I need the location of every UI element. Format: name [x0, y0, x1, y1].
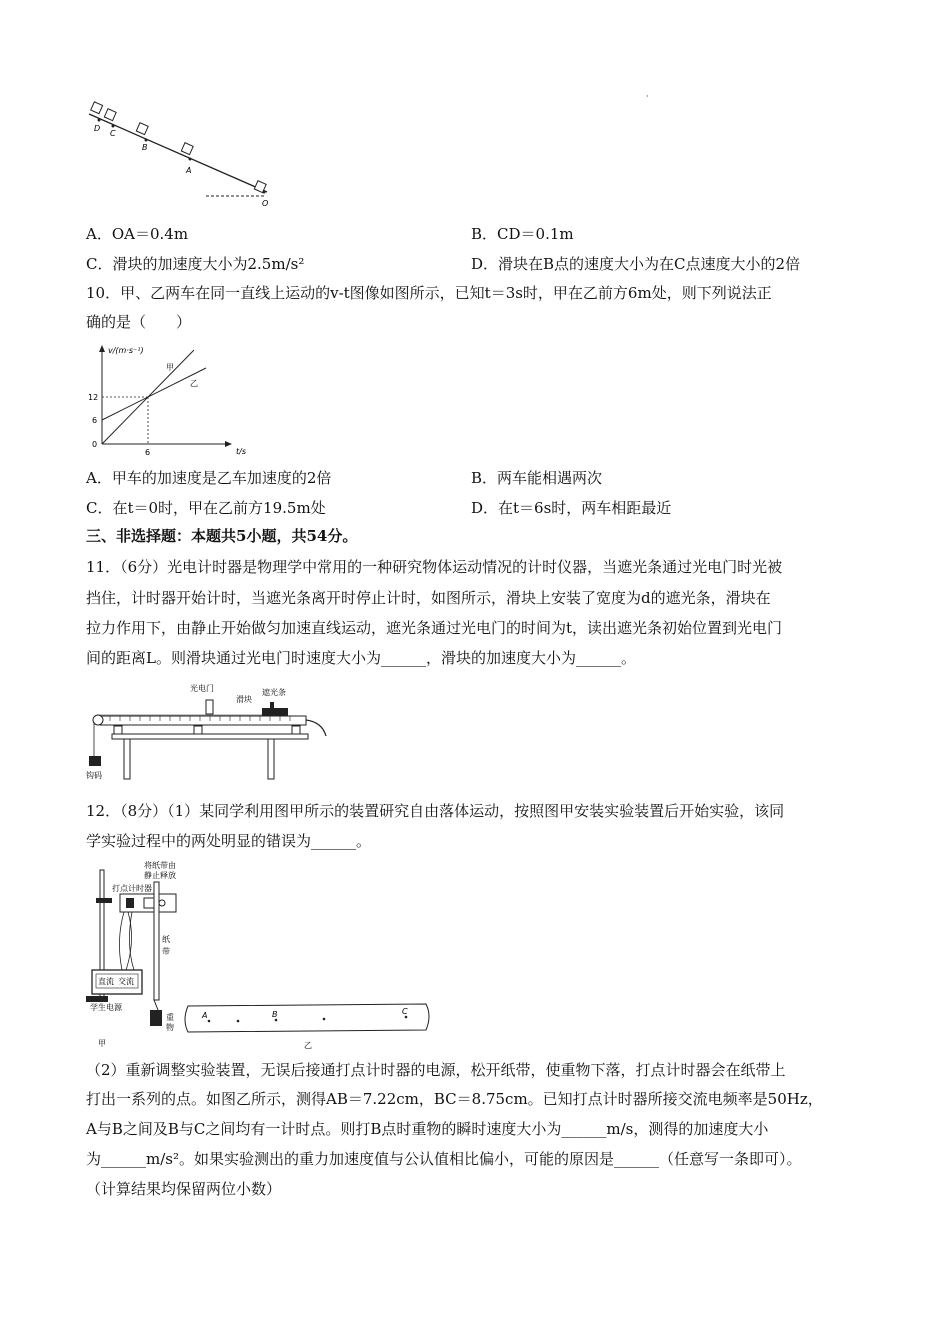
q10-stem-line1: 10．甲、乙两车在同一直线上运动的v-t图像如图所示，已知t＝3s时，甲在乙前方6m处，则下列说法正 [86, 284, 772, 302]
q9-option-d[interactable] [471, 254, 800, 274]
label-light-strip: 遮光条 [262, 688, 286, 697]
vt-y-arrow [99, 345, 105, 352]
incline-label-b: B [142, 143, 148, 152]
vt-tick-x-6: 6 [145, 448, 151, 457]
q12-line7: （计算结果均保留两位小数） [86, 1180, 282, 1198]
incline-label-o: O [262, 199, 269, 208]
drop-weight [150, 1010, 162, 1026]
option-text: 滑块的加速度大小为2.5m/s² [112, 255, 305, 273]
q11-line3: 拉力作用下，由静止开始做匀加速直线运动，遮光条通过光电门的时间为t，读出遮光条初始位置到光电门 [86, 619, 783, 637]
vt-chart [86, 342, 266, 460]
photo-gate [206, 700, 213, 714]
q12-line4: 打出一系列的点。如图乙所示，测得AB＝7.22cm，BC＝8.75cm。已知打点计时器所接交流电频率是50Hz， [86, 1090, 823, 1108]
tape-point-a: A [202, 1011, 208, 1020]
option-key: C． [86, 499, 113, 517]
pulley [93, 715, 103, 725]
vt-xlabel: t/s [236, 447, 246, 456]
table-top [112, 734, 308, 739]
vt-x-arrow [225, 441, 232, 447]
option-key: B． [471, 225, 498, 243]
label-weight-1: 重 [166, 1013, 174, 1022]
tape-yi [185, 1004, 429, 1032]
option-key: A． [86, 225, 112, 243]
incline-label-d: D [94, 124, 101, 133]
label-ac: 交流 [118, 977, 134, 986]
q9-option-c[interactable] [86, 254, 304, 274]
label-yi: 乙 [304, 1041, 312, 1050]
hook-weight [89, 756, 101, 766]
option-text: 两车能相遇两次 [497, 469, 603, 487]
vt-origin: 0 [92, 440, 98, 449]
option-key: D． [471, 499, 499, 517]
incline-label-a: A [186, 166, 192, 175]
label-timer: 打点计时器 [112, 884, 152, 893]
label-photo-gate: 光电门 [190, 684, 214, 693]
q9-option-b[interactable] [471, 224, 574, 244]
light-strip [270, 702, 274, 709]
vt-tick-y-12: 12 [88, 393, 99, 402]
page-dot: · [646, 92, 649, 101]
stand-base [86, 996, 108, 1002]
option-key: D． [471, 255, 499, 273]
q11-line1: 11．（6分）光电计时器是物理学中常用的一种研究物体运动情况的计时仪器，当遮光条通过光电门时光被 [86, 558, 783, 576]
drop-figure [86, 860, 436, 1052]
label-dc: 直流 [98, 977, 114, 986]
option-text: 在t＝6s时，两车相距最近 [498, 499, 672, 517]
option-key: B． [471, 469, 498, 487]
q11-line2: 挡住，计时器开始计时，当遮光条离开时停止计时，如图所示，滑块上安装了宽度为d的遮光条，滑块在 [86, 589, 771, 607]
option-text: 甲车的加速度是乙车加速度的2倍 [111, 469, 332, 487]
q10-option-b[interactable] [471, 468, 602, 488]
label-weight-2: 物 [166, 1023, 174, 1032]
series-yi-line [102, 368, 206, 420]
paper-tape [154, 882, 159, 1000]
table-leg-right [268, 739, 274, 779]
table-leg-left [124, 739, 130, 779]
option-key: C． [86, 255, 113, 273]
option-text: 滑块在B点的速度大小为在C点速度大小的2倍 [498, 255, 801, 273]
tape-point-b: B [272, 1010, 278, 1019]
slider-block [262, 708, 288, 716]
vt-ylabel: v/(m·s⁻¹) [108, 346, 144, 355]
section-heading: 三、非选择题：本题共5小题，共54分。 [86, 527, 358, 545]
q10-option-c[interactable] [86, 498, 326, 518]
label-jia: 甲 [98, 1039, 106, 1048]
label-slider: 滑块 [236, 695, 252, 704]
option-text: 在t＝0时，甲在乙前方19.5m处 [112, 499, 326, 517]
label-release-1: 将纸带由 [144, 861, 176, 870]
vt-tick-y-6: 6 [92, 416, 98, 425]
label-power: 学生电源 [90, 1003, 122, 1012]
label-hook-weight: 钩码 [86, 771, 102, 780]
incline-figure [86, 100, 276, 212]
q10-option-a[interactable] [86, 468, 331, 488]
q10-stem-line2: 确的是（ ） [86, 313, 192, 331]
label-tape-1: 纸 [162, 935, 170, 944]
option-key: A． [86, 469, 112, 487]
q10-option-d[interactable] [471, 498, 671, 518]
q9-option-a[interactable] [86, 224, 188, 244]
option-text: OA＝0.4m [111, 225, 189, 243]
q11-line4: 间的距离L。则滑块通过光电门时速度大小为______，滑块的加速度大小为______。 [86, 649, 636, 667]
series-yi-label: 乙 [190, 379, 198, 388]
label-tape-2: 带 [162, 947, 170, 956]
series-jia-label: 甲 [166, 363, 174, 372]
incline-label-c: C [110, 129, 116, 138]
q12-line2: 学实验过程中的两处明显的错误为______。 [86, 832, 372, 850]
tape-point-c: C [402, 1007, 408, 1016]
option-text: CD＝0.1m [497, 225, 574, 243]
q12-line1: 12．（8分）（1）某同学利用图甲所示的装置研究自由落体运动，按照图甲安装实验装置后开始实验，该同 [86, 802, 785, 820]
q12-line6: 为______m/s²。如果实验测出的重力加速度值与公认值相比偏小，可能的原因是______（任意写一条即可）。 [86, 1150, 802, 1168]
track-rail [100, 716, 306, 725]
q12-line3: （2）重新调整实验装置，无误后接通打点计时器的电源，松开纸带，使重物下落，打点计时器会在纸带上 [86, 1061, 786, 1079]
q12-line5: A与B之间及B与C之间均有一计时点。则打B点时重物的瞬时速度大小为______m/s，测得的加速度大小 [86, 1120, 769, 1138]
track-figure [86, 682, 331, 782]
label-release-2: 静止释放 [144, 871, 176, 880]
